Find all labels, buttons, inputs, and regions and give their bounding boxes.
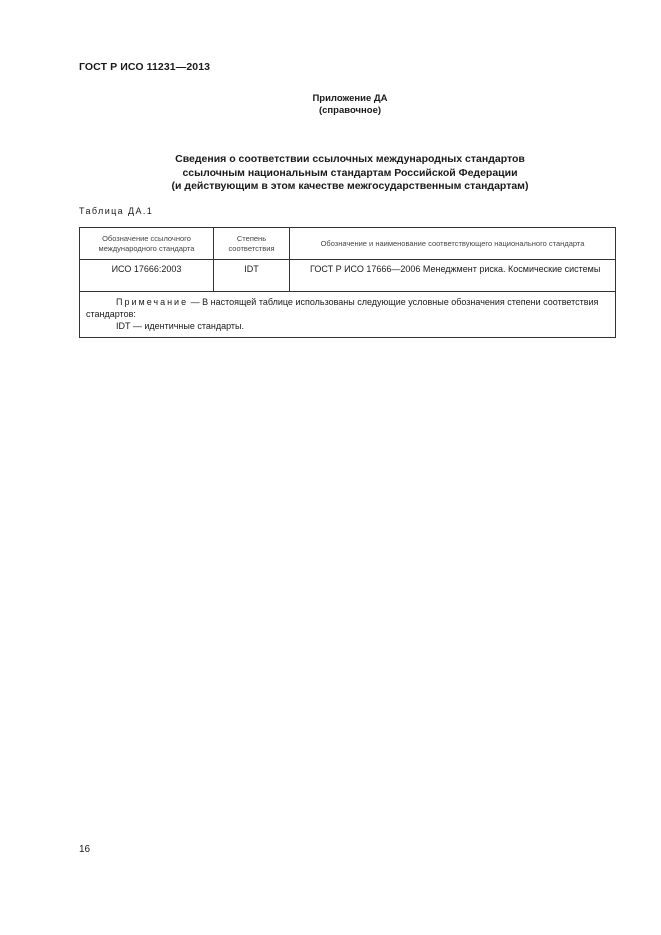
section-title-line-2: ссылочным национальным стандартам Российской Федерации [182,166,518,179]
section-title [120,153,580,194]
section-title-line-1: Сведения о соответствии ссылочных международных стандартов [175,153,525,165]
table-cell-international-standard: ИСО 17666:2003 [80,260,214,292]
document-header: ГОСТ Р ИСО 11231—2013 [79,61,211,73]
note-label: Примечание [116,297,189,307]
appendix-subtitle: (справочное) [318,105,382,116]
table-cell-degree: IDT [214,260,290,292]
appendix-heading [200,93,500,117]
table-row [80,260,616,292]
table-note-row [80,292,616,338]
table-note [80,292,616,338]
table-header-cell: Обозначение ссылочного международного стандарта [80,228,214,260]
table-cell-national-standard: ГОСТ Р ИСО 17666—2006 Менеджмент риска. Космические системы [290,260,616,292]
note-item: IDT — идентичные стандарты. [116,321,245,331]
table-header-row [80,228,616,260]
correspondence-table-container [79,227,615,338]
page-number: 16 [79,844,91,855]
table-header-cell: Степень соответствия [214,228,290,260]
appendix-title: Приложение ДА [312,93,388,104]
table-caption: Таблица ДА.1 [79,206,154,216]
section-title-line-3: (и действующим в этом качестве межгосударственным стандартам) [171,180,529,192]
correspondence-table [79,227,616,338]
table-header-cell: Обозначение и наименование соответствующего национального стандарта [290,228,616,260]
note-text [86,296,609,320]
note-body: — В настоящей таблице использованы следующие условные обозначения степени соответствия стандартов: [86,297,599,319]
